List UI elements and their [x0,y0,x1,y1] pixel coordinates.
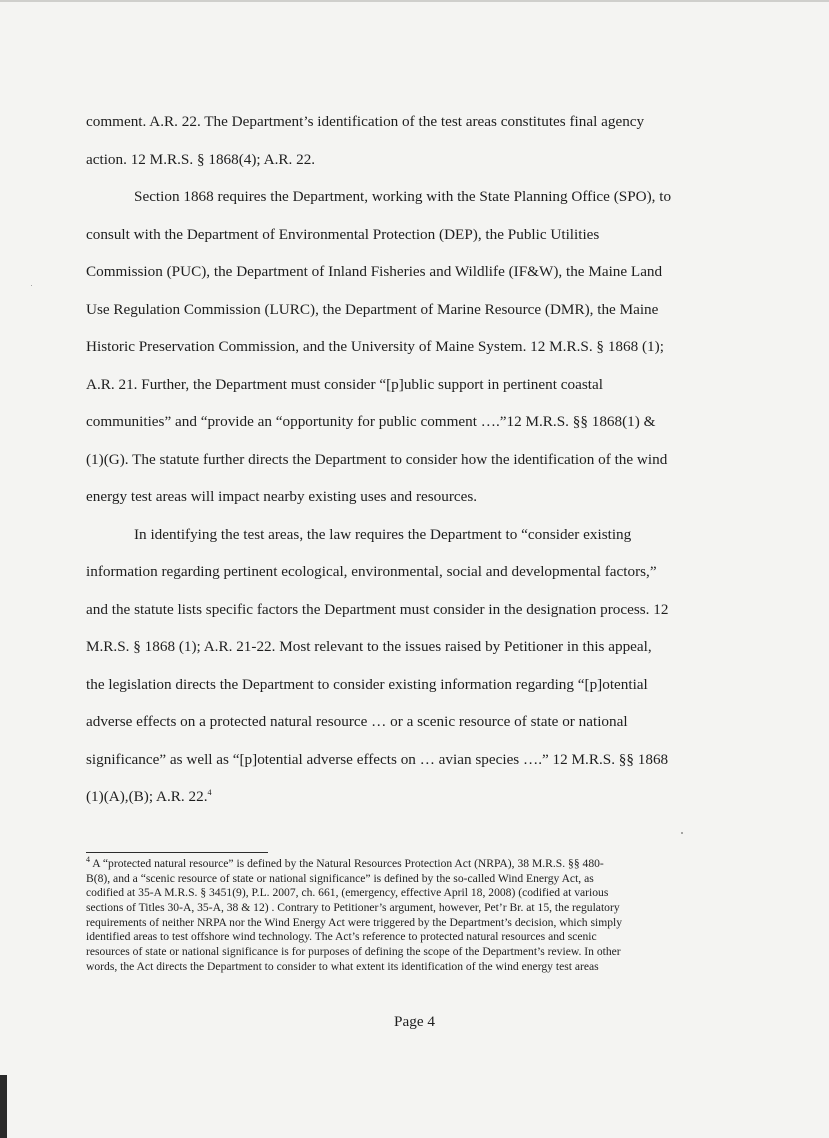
footnote-line-text: A “protected natural resource” is defined by the Natural Resources Protection Act (NRPA), 38 M.R.S. §§ 480- [90,857,604,870]
footnote-rule [86,852,268,853]
footnote-line [86,916,726,931]
body-line-text: (1)(A),(B); A.R. 22. [86,788,208,805]
footnote-line [86,872,726,887]
footnote-line [86,886,726,901]
footnote-line [86,857,726,872]
footnote [86,857,726,975]
body-line-text: communities” and “provide an “opportunity for public comment ….”12 M.R.S. §§ 1868(1) & [86,413,656,430]
footnote-line-text: identified areas to test offshore wind technology. The Act’s reference to protected natural resources and scenic [86,930,597,944]
body-line-text: Historic Preservation Commission, and the University of Maine System. 12 M.R.S. § 1868 (1); [86,338,664,355]
footnote-line [86,960,726,975]
body-line [86,628,714,666]
body-line [86,103,714,141]
footnote-line [86,901,726,916]
body-line [86,253,714,291]
scan-top-edge [0,0,829,2]
body-line-text: In identifying the test areas, the law requires the Department to “consider existing [134,525,632,543]
body-line-text: Use Regulation Commission (LURC), the Department of Marine Resource (DMR), the Maine [86,300,659,318]
scan-edge-shadow [0,1075,7,1138]
body-line [86,703,714,741]
footnote-line-text: B(8), and a “scenic resource of state or national significance” is defined by the so-called Wind Energy Act, as [86,871,594,885]
body-line [86,216,714,254]
body-line [86,591,714,629]
body-line [86,291,714,329]
body-line [86,553,714,591]
body-text [86,103,714,816]
body-line-text: comment. A.R. 22. The Department’s identification of the test areas constitutes final agency [86,113,645,130]
body-line [86,441,714,479]
footnote-line-text: sections of Titles 30-A, 35-A, 38 & 12) . Contrary to Petitioner’s argument, however, Pet’r Br. at 15, the regulatory [86,901,620,915]
footnote-line-text: requirements of neither NRPA nor the Wind Energy Act were triggered by the Department’s decision, which simply [86,915,623,929]
page-number: Page 4 [394,1013,435,1030]
body-line-text: M.R.S. § 1868 (1); A.R. 21-22. Most relevant to the issues raised by Petitioner in this appeal, [86,638,652,655]
body-line-text: Commission (PUC), the Department of Inland Fisheries and Wildlife (IF&W), the Maine Land [86,263,663,280]
body-line [86,366,714,404]
body-line-text: and the statute lists specific factors the Department must consider in the designation process. 12 [86,600,669,618]
body-line-text: A.R. 21. Further, the Department must consider “[p]ublic support in pertinent coastal [86,375,603,393]
footnote-marker: 4 [86,855,90,865]
body-line [86,741,714,779]
body-line-text: energy test areas will impact nearby existing uses and resources. [86,488,478,505]
footnote-line [86,930,726,945]
body-line-text: significance” as well as “[p]otential adverse effects on … avian species ….” 12 M.R.S. §§ 1868 [86,750,669,768]
body-line-text: Section 1868 requires the Department, working with the State Planning Office (SPO), to [134,188,672,205]
footnote-line [86,945,726,960]
body-line [86,141,714,179]
body-line [86,478,714,516]
body-line [86,778,714,816]
body-line [86,178,714,216]
body-line-text: action. 12 M.R.S. § 1868(4); A.R. 22. [86,150,316,168]
footnote-line-text: resources of state or national significance is for purposes of defining the scope of the Department’s review. In other [86,945,621,959]
body-line-text: information regarding pertinent ecological, environmental, social and developmental factors,” [86,563,657,580]
scan-speck [681,832,683,834]
body-line [86,403,714,441]
footnote-reference: 4 [207,787,212,797]
scan-speck [31,285,32,286]
body-line [86,516,714,554]
body-line-text: adverse effects on a protected natural resource … or a scenic resource of state or national [86,713,628,730]
body-line-text: the legislation directs the Department to consider existing information regarding “[p]otential [86,675,648,693]
footnote-line-text: codified at 35-A M.R.S. § 3451(9), P.L. 2007, ch. 661, (emergency, effective April 18, 2008) (codified at various [86,886,609,900]
body-line [86,328,714,366]
body-line-text: (1)(G). The statute further directs the Department to consider how the identification of the wind [86,450,668,468]
body-line [86,666,714,704]
body-line-text: consult with the Department of Environmental Protection (DEP), the Public Utilities [86,225,600,243]
footnote-line-text: words, the Act directs the Department to consider to what extent its identification of the wind energy test areas [86,959,599,973]
